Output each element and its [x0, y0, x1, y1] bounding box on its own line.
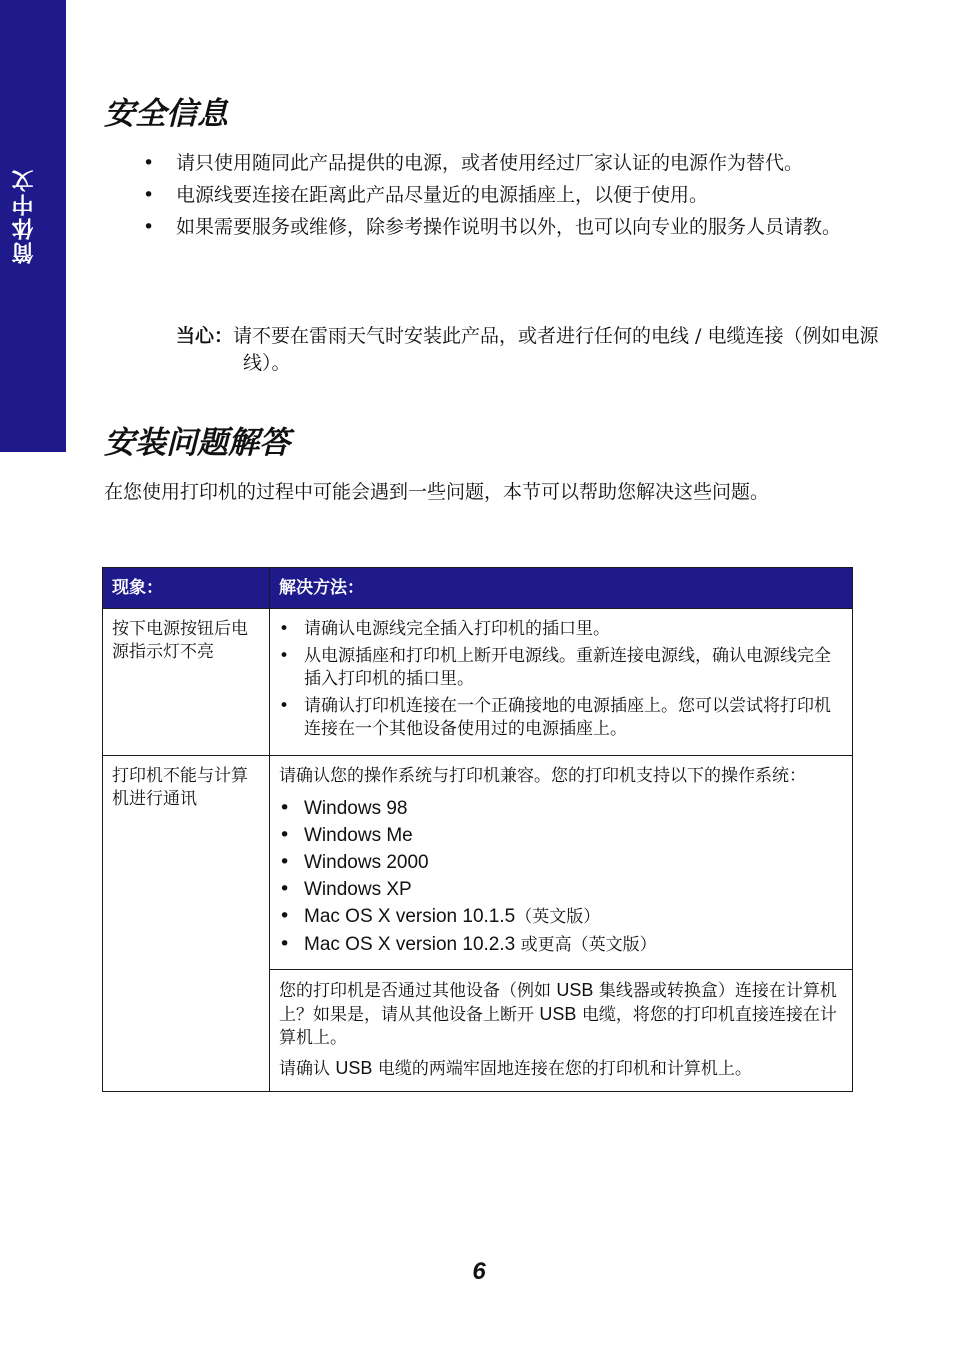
- caution-note: [176, 323, 909, 377]
- safety-item: • 请只使用随同此产品提供的电源，或者使用经过厂家认证的电源作为替代。: [176, 150, 842, 177]
- safety-heading: 安全信息: [104, 96, 228, 132]
- troubleshooting-intro: 在您使用打印机的过程中可能会遇到一些问题，本节可以帮助您解决这些问题。: [104, 481, 770, 503]
- safety-item: • 如果需要服务或维修，除参考操作说明书以外，也可以向专业的服务人员请教。: [176, 214, 842, 241]
- solution-list: [279, 618, 843, 741]
- troubleshooting-heading: 安装问题解答: [104, 425, 290, 461]
- language-side-tab: [0, 0, 66, 452]
- page-number: 6: [472, 1258, 486, 1285]
- symptom-cell: 按下电源按钮后电源指示灯不亮: [103, 609, 270, 756]
- list-item: • Windows 2000: [279, 849, 843, 876]
- column-header-symptom: 现象：: [103, 568, 270, 609]
- solution-intro: 请确认您的操作系统与打印机兼容。您的打印机支持以下的操作系统：: [279, 766, 806, 786]
- usb-hub-paragraph: 您的打印机是否通过其他设备（例如 USB 集线器或转换盒）连接在计算机上？如果是，请从其他设备上断开 USB 电缆，将您的打印机直接连接在计算机上。: [279, 980, 837, 1048]
- safety-item: • 电源线要连接在距离此产品尽量近的电源插座上，以便于使用。: [176, 182, 842, 209]
- side-tab-label: 简体中文: [12, 168, 37, 264]
- list-item: • Mac OS X version 10.2.3 或更高（英文版）: [279, 931, 843, 959]
- table-row: [103, 609, 853, 756]
- caution-text: 请不要在雷雨天气时安装此产品，或者进行任何的电线 / 电缆连接（例如电源线）。: [233, 325, 879, 374]
- column-header-solution: 解决方法：: [270, 568, 853, 609]
- list-item: • 请确认打印机连接在一个正确接地的电源插座上。您可以尝试将打印机连接在一个其他设备使用过的电源插座上。: [279, 695, 843, 741]
- solution-cell: [270, 609, 853, 756]
- table-header-row: [103, 568, 853, 609]
- safety-list: [176, 150, 842, 246]
- solution-cell: [270, 970, 853, 1092]
- list-item: • 请确认电源线完全插入打印机的插口里。: [279, 618, 843, 641]
- list-item: • Windows Me: [279, 822, 843, 849]
- table-row: [103, 756, 853, 970]
- troubleshooting-table: [102, 567, 853, 1092]
- list-item: • 从电源插座和打印机上断开电源线。重新连接电源线，确认电源线完全插入打印机的插口里。: [279, 645, 843, 691]
- usb-cable-paragraph: 请确认 USB 电缆的两端牢固地连接在您的打印机和计算机上。: [279, 1058, 752, 1079]
- symptom-cell: 打印机不能与计算机进行通讯: [103, 756, 270, 1092]
- caution-label: 当心：: [176, 325, 234, 347]
- list-item: • Windows XP: [279, 876, 843, 903]
- list-item: • Windows 98: [279, 795, 843, 822]
- solution-cell: [270, 756, 853, 970]
- os-list: [279, 795, 843, 959]
- list-item: • Mac OS X version 10.1.5（英文版）: [279, 903, 843, 931]
